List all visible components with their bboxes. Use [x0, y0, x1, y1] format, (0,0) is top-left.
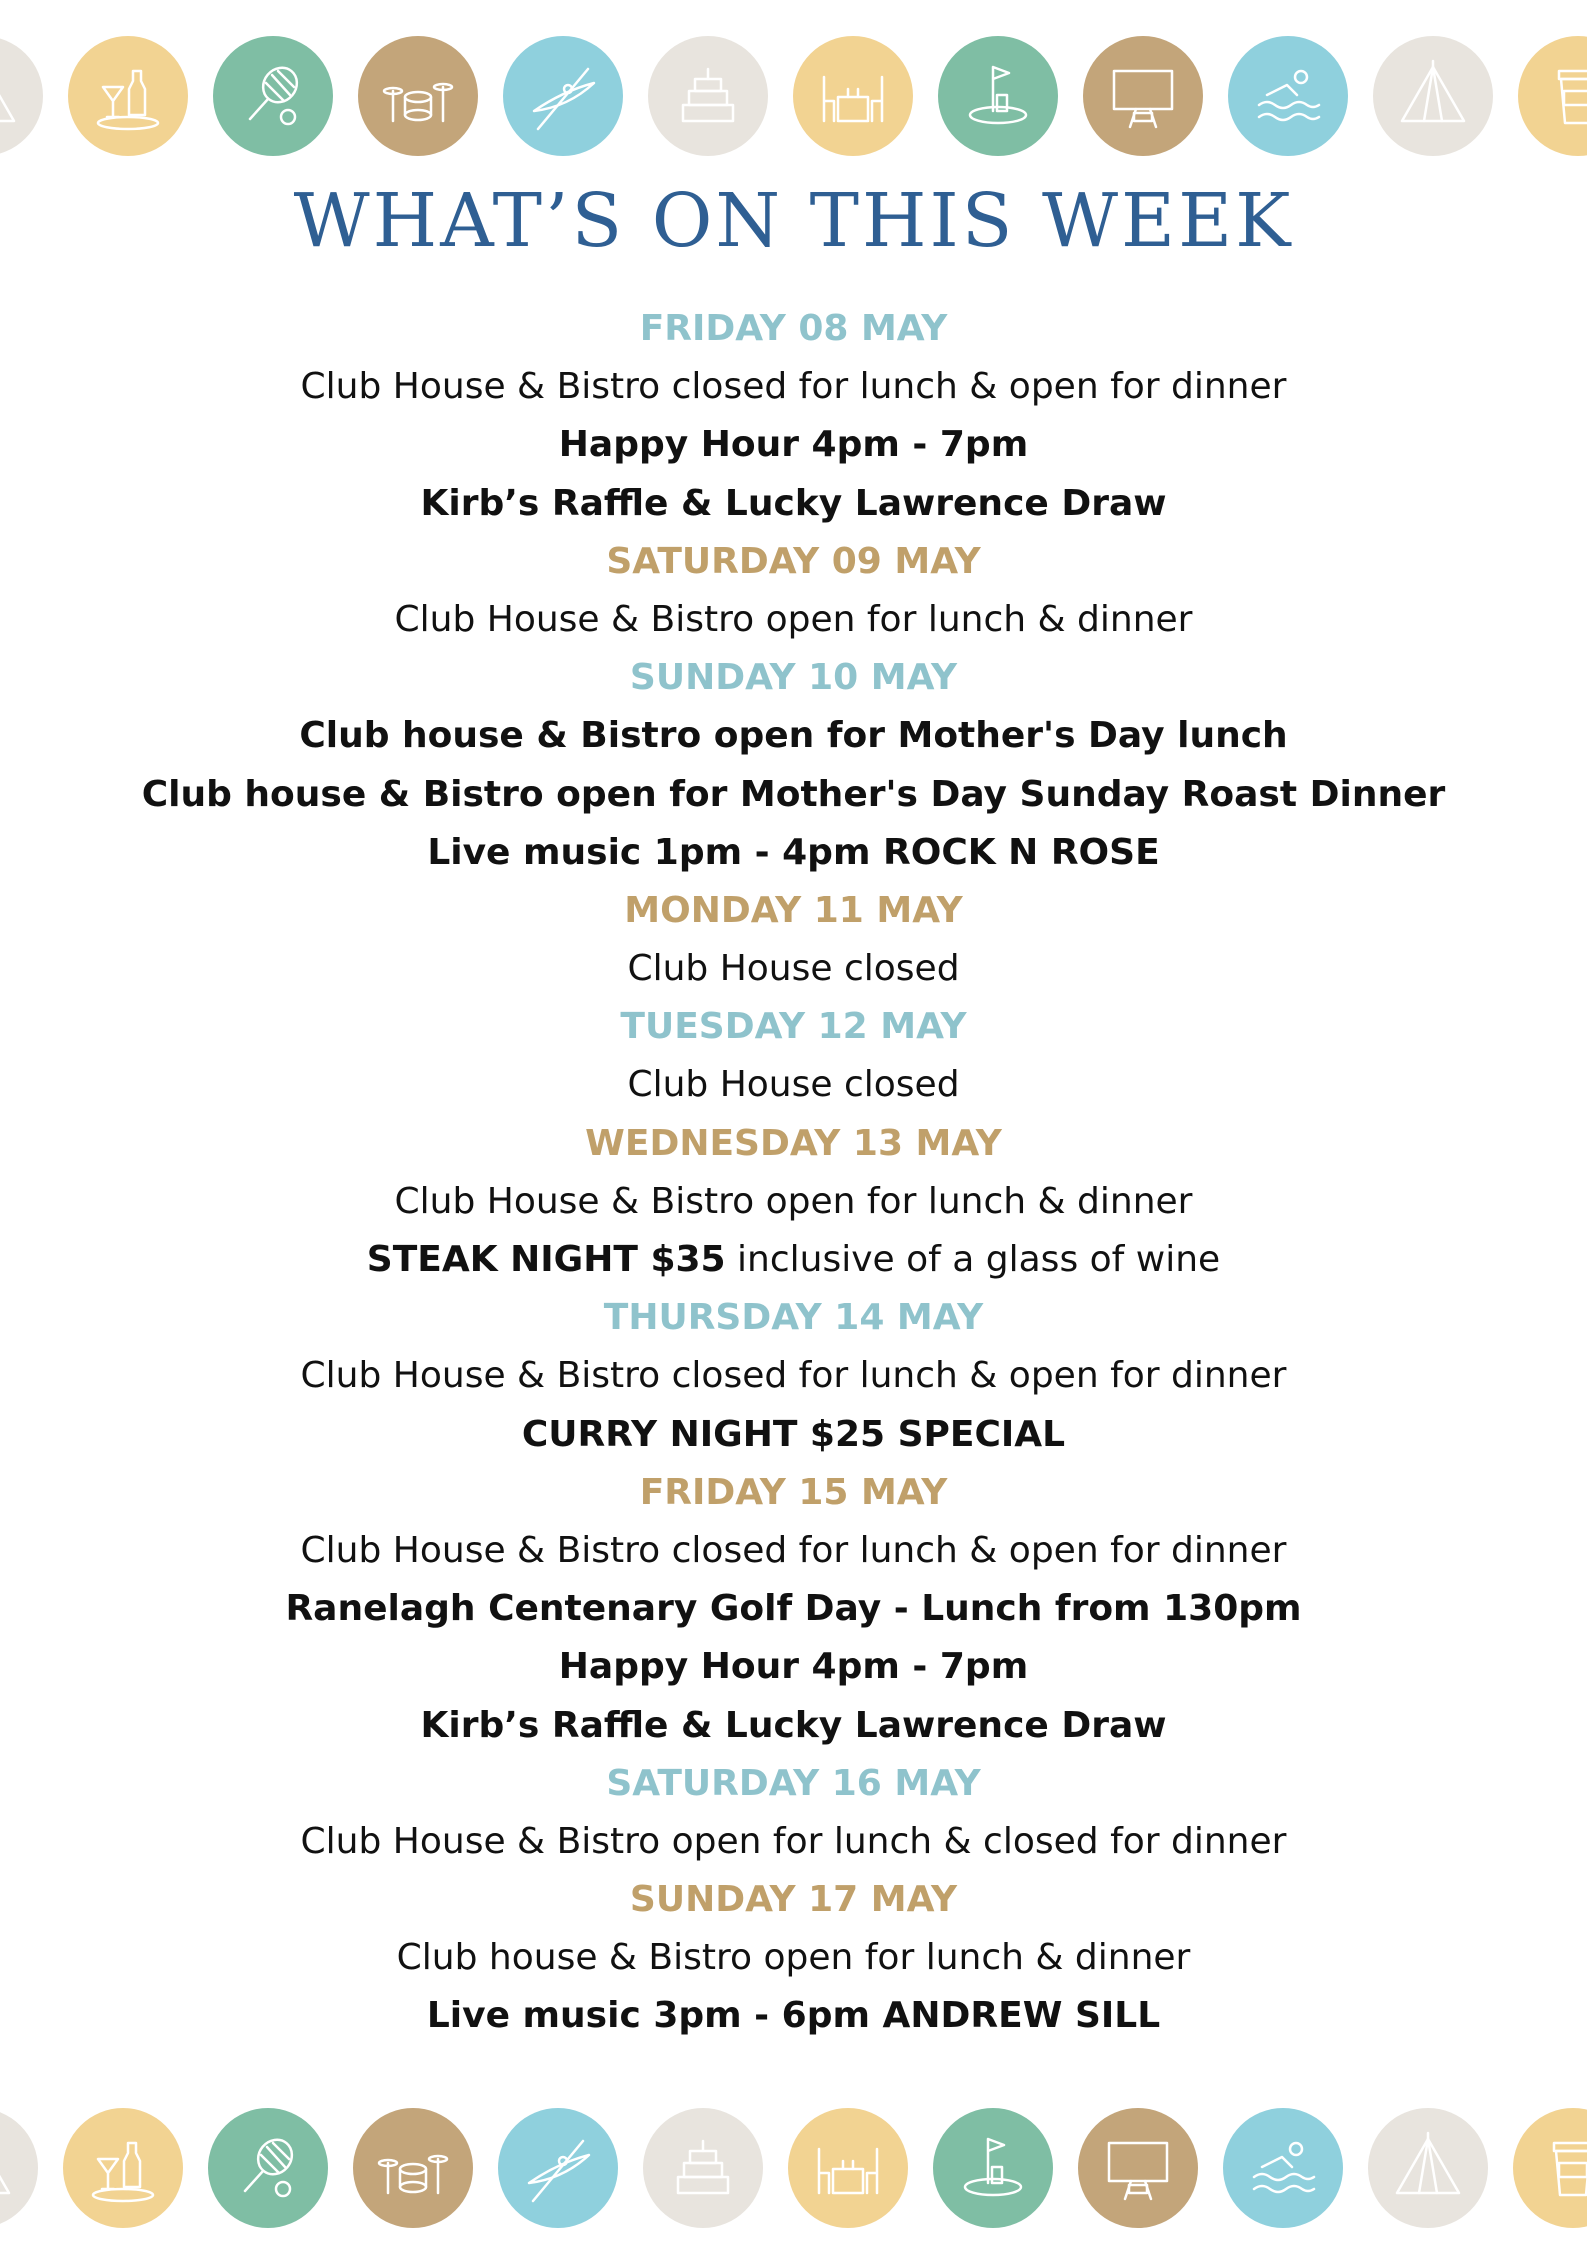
cinema-icon [1078, 2108, 1198, 2228]
day-heading: SUNDAY 17 MAY [629, 1879, 958, 1921]
golf-icon [933, 2108, 1053, 2228]
bottom-icon-row [0, 2108, 1587, 2228]
cocktail-icon [68, 36, 188, 156]
kayak-icon [503, 36, 623, 156]
day-heading: FRIDAY 15 MAY [639, 1471, 948, 1513]
event-highlight: Club house & Bistro open for Mother's Day lunch [299, 715, 1288, 757]
day-heading: FRIDAY 08 MAY [639, 308, 948, 349]
event-line: Club House & Bistro open for lunch & dinner [394, 598, 1193, 640]
event-highlight: Club house & Bistro open for Mother's Day Sunday Roast Dinner [141, 773, 1446, 815]
event-highlight: STEAK NIGHT $35 [366, 1239, 726, 1280]
event-highlight: Ranelagh Centenary Golf Day - Lunch from 130pm [285, 1588, 1302, 1630]
event-highlight: Live music 3pm - 6pm ANDREW SILL [426, 1995, 1161, 2037]
cocktail-icon [63, 2108, 183, 2228]
day-heading: SUNDAY 10 MAY [629, 657, 958, 699]
drums-icon [353, 2108, 473, 2228]
tent-icon [0, 2108, 38, 2228]
coffee-icon [1513, 2108, 1587, 2228]
cake-icon [643, 2108, 763, 2228]
dining-table-icon [793, 36, 913, 156]
event-detail: inclusive of a glass of wine [725, 1239, 1221, 1280]
day-heading: MONDAY 11 MAY [624, 889, 963, 931]
event-highlight: Happy Hour 4pm - 7pm [558, 1646, 1029, 1688]
event-highlight: Live music 1pm - 4pm ROCK N ROSE [427, 831, 1160, 873]
event-highlight: CURRY NIGHT $25 SPECIAL [521, 1413, 1066, 1455]
tent-icon [1368, 2108, 1488, 2228]
event-line: Club house & Bistro open for lunch & dinner [396, 1937, 1191, 1979]
kayak-icon [498, 2108, 618, 2228]
top-icon-row [0, 36, 1587, 156]
cake-icon [648, 36, 768, 156]
event-highlight: Kirb’s Raffle & Lucky Lawrence Draw [420, 482, 1167, 524]
event-line [0, 1231, 1587, 1289]
event-line: Club House & Bistro closed for lunch & open for dinner [300, 366, 1287, 408]
day-heading: TUESDAY 12 MAY [620, 1006, 967, 1048]
event-highlight: Kirb’s Raffle & Lucky Lawrence Draw [420, 1704, 1167, 1746]
tennis-icon [213, 36, 333, 156]
day-heading: SATURDAY 16 MAY [606, 1762, 981, 1804]
cinema-icon [1083, 36, 1203, 156]
event-line: Club House & Bistro open for lunch & dinner [394, 1180, 1193, 1222]
page-title: WHAT’S ON THIS WEEK [293, 178, 1294, 264]
event-line: Club House & Bistro closed for lunch & open for dinner [300, 1529, 1287, 1571]
coffee-icon [1518, 36, 1587, 156]
event-line: Club House & Bistro closed for lunch & open for dinner [300, 1355, 1287, 1397]
tent-icon [1373, 36, 1493, 156]
event-line: Club House closed [627, 948, 960, 990]
day-heading: SATURDAY 09 MAY [606, 540, 981, 582]
dining-table-icon [788, 2108, 908, 2228]
event-line: Club House & Bistro open for lunch & closed for dinner [300, 1820, 1287, 1862]
tennis-icon [208, 2108, 328, 2228]
tent-icon [0, 36, 43, 156]
day-heading: WEDNESDAY 13 MAY [585, 1122, 1002, 1164]
day-heading: THURSDAY 14 MAY [603, 1297, 984, 1339]
schedule-list [0, 300, 1587, 2046]
event-highlight: Happy Hour 4pm - 7pm [558, 424, 1029, 466]
golf-icon [938, 36, 1058, 156]
drums-icon [358, 36, 478, 156]
swimming-icon [1228, 36, 1348, 156]
event-line: Club House closed [627, 1064, 960, 1106]
swimming-icon [1223, 2108, 1343, 2228]
